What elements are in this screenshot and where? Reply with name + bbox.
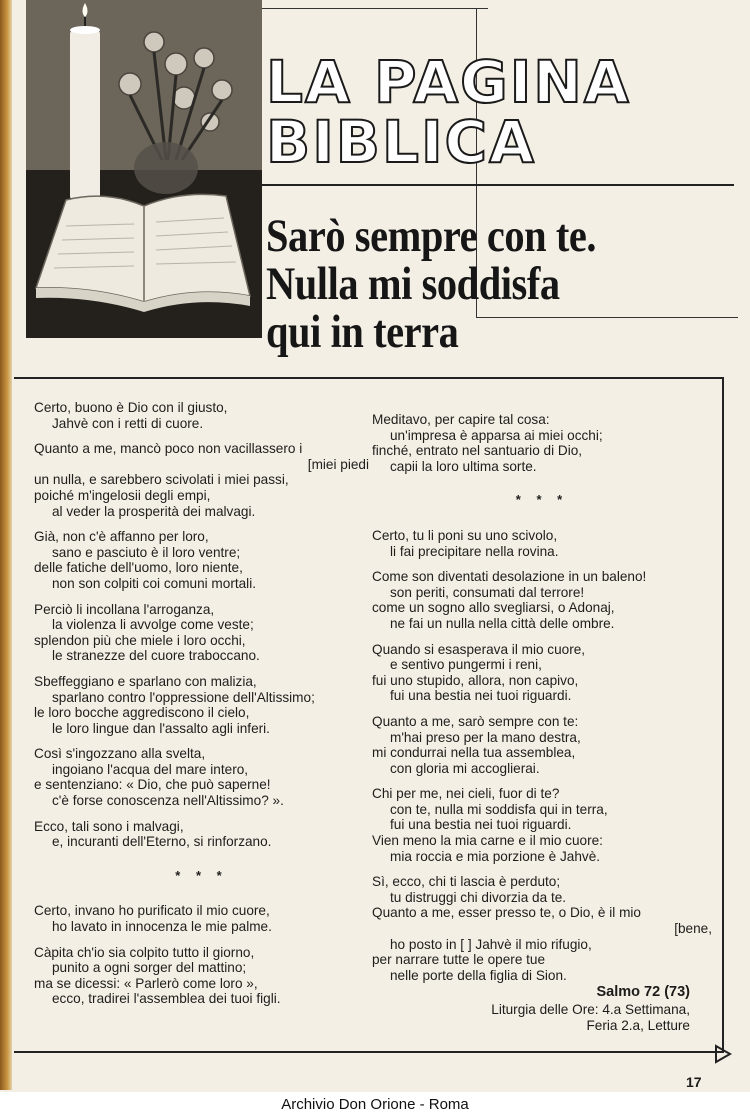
verse-line: Chi per me, nei cieli, fuor di te? — [372, 786, 560, 802]
verse-line: Già, non c'è affanno per loro, — [34, 529, 209, 545]
verse-line: e sentivo pungermi i reni, — [390, 657, 542, 673]
stanza — [34, 529, 369, 591]
verse-line: delle fatiche dell'uomo, loro niente, — [34, 560, 243, 576]
headline-line: Sarò sempre con te. — [266, 210, 597, 262]
stanza — [34, 903, 369, 934]
masthead-rule — [262, 184, 734, 186]
verse-line: sparlano contro l'oppressione dell'Altissimo; — [52, 689, 315, 705]
verse-line: ecco, tradirei l'assemblea dei tuoi figli. — [52, 991, 281, 1007]
candle-bible-photo — [26, 0, 262, 338]
verse-line: [bene, — [674, 921, 712, 937]
section-separator: * * * — [175, 867, 228, 883]
verse-line: al veder la prosperità dei malvagi. — [52, 503, 256, 519]
verse-line: Quanto a me, esser presso te, o Dio, è il mio — [372, 905, 641, 921]
page-binding — [0, 0, 12, 1090]
verse-line: e, incuranti dell'Eterno, si rinforzano. — [52, 834, 272, 850]
stanza — [34, 674, 369, 736]
verse-line: Sbeffeggiano e sparlano con malizia, — [34, 673, 257, 689]
stanza — [372, 714, 712, 776]
verse-line: Certo, buono è Dio con il giusto, — [34, 400, 228, 415]
stanza — [34, 400, 369, 431]
verse-line: Così s'ingozzano alla svelta, — [34, 746, 206, 762]
verse-line: ho lavato in innocenza le mie palme. — [52, 919, 272, 935]
section-separator: * * * — [515, 492, 569, 508]
verse-line: m'hai preso per la mano destra, — [390, 729, 581, 745]
verse-line: fui una bestia nei tuoi riguardi. — [390, 817, 572, 833]
verse-line: Quanto a me, mancò poco non vacillassero i — [34, 441, 303, 457]
verse-line: con gloria mi accoglierai. — [390, 760, 540, 776]
verse-line: Quanto a me, sarò sempre con te: — [372, 713, 579, 729]
stanza — [372, 642, 712, 704]
verse-line: c'è forse conoscenza nell'Altissimo? ». — [52, 793, 284, 809]
liturgy-line: Feria 2.a, Letture — [586, 1018, 690, 1033]
article-headline — [266, 212, 596, 356]
verse-line: e sentenziano: « Dio, che può saperne! — [34, 777, 271, 793]
verse-line: fui una bestia nei tuoi riguardi. — [390, 688, 572, 704]
liturgy-line: Liturgia delle Ore: 4.a Settimana, — [491, 1002, 690, 1017]
verse-line: Jahvè con i retti di cuore. — [52, 415, 204, 431]
continue-arrow-icon — [714, 1044, 732, 1064]
psalm-left-column — [34, 400, 369, 1017]
verse-line: ho posto in [ ] Jahvè il mio rifugio, — [390, 936, 592, 952]
verse-line: son periti, consumati dal terrore! — [390, 584, 585, 600]
verse-line: le loro bocche aggrediscono il cielo, — [34, 705, 250, 721]
verse-line: Ecco, tali sono i malvagi, — [34, 818, 184, 834]
verse-line: con te, nulla mi soddisfa qui in terra, — [390, 801, 608, 817]
verse-line: la violenza li avvolge come veste; — [52, 617, 254, 633]
verse-line: finché, entrato nel santuario di Dio, — [372, 443, 583, 459]
psalm-source — [440, 984, 690, 1034]
verse-line: [miei piedi — [307, 456, 369, 472]
verse-line: splendon più che miele i loro occhi, — [34, 632, 246, 648]
masthead-title — [266, 48, 631, 176]
verse-line: Certo, tu li poni su uno scivolo, — [372, 527, 558, 543]
psalm-right-column — [372, 412, 712, 993]
verse-line: le loro lingue dan l'assalto agli inferi. — [52, 720, 270, 736]
headline-line: Nulla mi soddisfa — [266, 258, 560, 310]
verse-line: Perciò li incollana l'arroganza, — [34, 601, 215, 617]
stanza — [34, 945, 369, 1007]
verse-line: mi condurrai nella tua assemblea, — [372, 745, 576, 761]
verse-line: sano e pasciuto è il loro ventre; — [52, 544, 241, 560]
archive-footer: Archivio Don Orione - Roma — [0, 1092, 750, 1117]
verse-line: ma se dicessi: « Parlerò come loro », — [34, 975, 258, 991]
verse-line: Come son diventati desolazione in un baleno! — [372, 569, 647, 585]
verse-line: li fai precipitare nella rovina. — [390, 543, 559, 559]
headline-line: qui in terra — [266, 306, 459, 358]
verse-line: nelle porte della figlia di Sion. — [390, 967, 567, 983]
verse-line: tu distruggi chi divorzia da te. — [390, 889, 567, 905]
verse-line: un nulla, e sarebbero scivolati i miei passi, — [34, 472, 289, 488]
stanza — [372, 874, 712, 983]
verse-line: punito a ogni sorger del mattino; — [52, 960, 247, 976]
masthead-line: BIBLICA — [266, 108, 536, 176]
verse-line: per narrare tutte le opere tue — [372, 952, 546, 968]
stanza — [34, 441, 369, 519]
verse-line: mia roccia e mia porzione è Jahvè. — [390, 848, 601, 864]
verse-line: Quando si esasperava il mio cuore, — [372, 641, 586, 657]
verse-line: non son colpiti coi comuni mortali. — [52, 575, 256, 591]
candle-bible-illustration — [26, 0, 262, 338]
verse-line: fui uno stupido, allora, non capivo, — [372, 672, 579, 688]
verse-line: Càpita ch'io sia colpito tutto il giorno, — [34, 944, 255, 960]
stanza — [372, 528, 712, 559]
verse-line: ingoiano l'acqua del mare intero, — [52, 761, 249, 777]
verse-line: poiché m'ingelosii degli empi, — [34, 487, 211, 503]
stanza — [34, 746, 369, 808]
page-number: 17 — [686, 1074, 702, 1090]
stanza — [34, 819, 369, 850]
guide-line-top — [262, 8, 488, 9]
verse-line: un'impresa è apparsa ai miei occhi; — [390, 427, 603, 443]
verse-line: Vien meno la mia carne e il mio cuore: — [372, 833, 603, 849]
verse-line: Meditavo, per capire tal cosa: — [372, 412, 550, 427]
verse-line: Certo, invano ho purificato il mio cuore, — [34, 903, 270, 919]
verse-line: ne fai un nulla nella città delle ombre. — [390, 615, 615, 631]
stanza — [372, 569, 712, 631]
verse-line: le stranezze del cuore traboccano. — [52, 648, 260, 664]
verse-line: come un sogno allo svegliarsi, o Adonaj, — [372, 600, 615, 616]
verse-line: Sì, ecco, chi ti lascia è perduto; — [372, 874, 561, 890]
verse-line: capii la loro ultima sorte. — [390, 458, 537, 474]
psalm-reference: Salmo 72 (73) — [596, 984, 690, 1000]
stanza — [34, 602, 369, 664]
masthead-line: LA PAGINA — [266, 48, 631, 116]
stanza — [372, 786, 712, 864]
stanza — [372, 412, 712, 474]
